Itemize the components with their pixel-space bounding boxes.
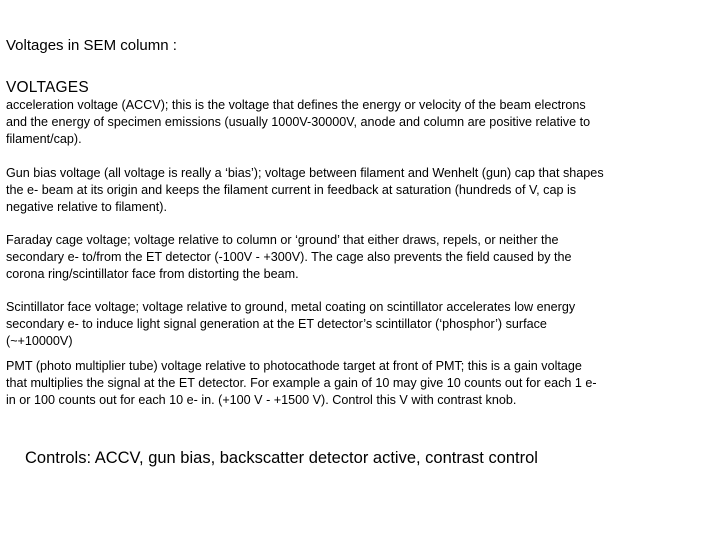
text-line: and the energy of specimen emissions (usually 1000V-30000V, anode and column are positive relative to [6,115,591,129]
text-line: secondary e- to/from the ET detector (-100V - +300V). The cage also prevents the field caused by the [6,250,572,264]
text-line: negative relative to filament). [6,200,168,214]
text-line: in or 100 counts out for each 10 e- in. (+100 V - +1500 V). Control this V with contrast knob. [6,393,517,407]
text-line: that multiplies the signal at the ET detector. For example a gain of 10 may give 10 counts out for each 1 e- [6,376,597,390]
text-line: Scintillator face voltage; voltage relative to ground, metal coating on scintillator accelerates low energy [6,300,576,314]
text-line: (~+10000V) [6,334,73,348]
text-line: secondary e- to induce light signal generation at the ET detector’s scintillator (‘phosphor’) surface [6,317,547,331]
text-line: corona ring/scintillator face from distorting the beam. [6,267,299,281]
paragraph-acceleration-voltage [6,97,696,148]
text-line: Gun bias voltage (all voltage is really a ‘bias’); voltage between filament and Wenhelt (gun) cap that shapes [6,166,604,180]
section-heading: VOLTAGES [6,79,89,96]
text-line: acceleration voltage (ACCV); this is the voltage that defines the energy or velocity of the beam electrons [6,98,586,112]
paragraph-gun-bias-voltage [6,165,696,216]
paragraph-pmt-voltage [6,358,696,409]
text-line: the e- beam at its origin and keeps the filament current in feedback at saturation (hundreds of V, cap is [6,183,577,197]
text-line: filament/cap). [6,132,82,146]
text-line: Faraday cage voltage; voltage relative to column or ‘ground’ that either draws, repels, or neither the [6,233,559,247]
page-title: Voltages in SEM column : [6,37,177,54]
paragraph-scintillator-face-voltage [6,299,696,350]
paragraph-faraday-cage-voltage [6,232,696,283]
controls-summary: Controls: ACCV, gun bias, backscatter detector active, contrast control [25,449,538,467]
text-line: PMT (photo multiplier tube) voltage relative to photocathode target at front of PMT; this is a gain voltage [6,359,582,373]
